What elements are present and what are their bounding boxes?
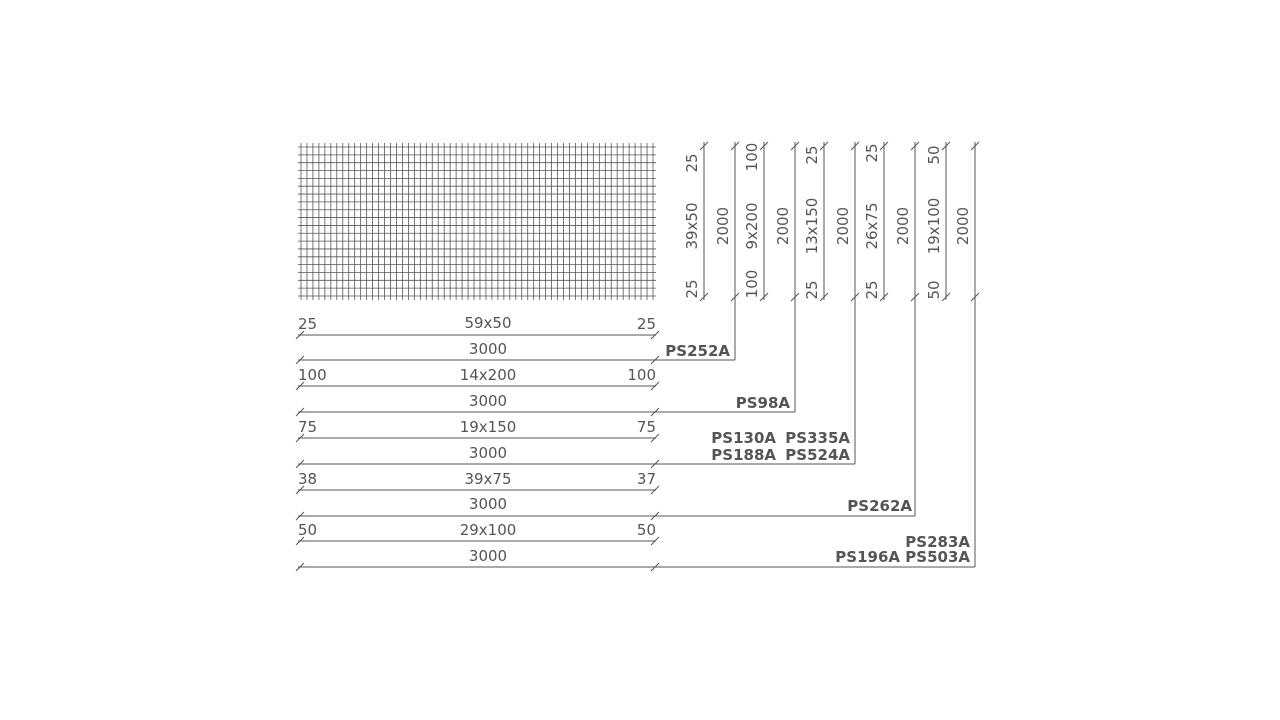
dim-top-end: 50 [925, 145, 943, 165]
dim-top-end: 25 [683, 153, 701, 173]
product-code: PS283A [905, 533, 970, 551]
dim-spacing: 26x75 [863, 202, 881, 250]
dim-total: 3000 [468, 392, 508, 410]
dim-total: 3000 [468, 444, 508, 462]
dim-right-end: 100 [627, 366, 656, 384]
dim-bottom-end: 25 [803, 280, 821, 300]
dim-total: 2000 [834, 206, 852, 246]
dim-left-end: 38 [298, 470, 318, 488]
dim-total: 2000 [954, 206, 972, 246]
dim-left-end: 100 [298, 366, 327, 384]
dim-total: 2000 [774, 206, 792, 246]
dim-right-end: 75 [636, 418, 656, 436]
dim-total: 2000 [714, 206, 732, 246]
mesh-grid [298, 143, 656, 300]
dim-right-end: 37 [636, 470, 656, 488]
dim-spacing: 19x100 [925, 197, 943, 255]
product-code: PS196A [835, 548, 900, 566]
product-code: PS188A [711, 446, 776, 464]
product-code: PS98A [735, 394, 790, 412]
dim-right-end: 50 [636, 521, 656, 539]
dim-bottom-end: 25 [863, 280, 881, 300]
dim-total: 3000 [468, 547, 508, 565]
dim-left-end: 75 [298, 418, 318, 436]
dim-total: 3000 [468, 495, 508, 513]
dim-top-end: 25 [863, 143, 881, 163]
dim-right-end: 25 [636, 315, 656, 333]
dim-spacing: 39x75 [464, 470, 512, 488]
product-code: PS503A [905, 548, 970, 566]
dim-spacing: 19x150 [459, 418, 517, 436]
product-code: PS262A [847, 497, 912, 515]
dim-left-end: 50 [298, 521, 318, 539]
dim-spacing: 39x50 [683, 202, 701, 250]
dim-top-end: 25 [803, 145, 821, 165]
product-code: PS130A [711, 429, 776, 447]
dim-spacing: 29x100 [459, 521, 517, 539]
product-codes [665, 342, 970, 566]
dim-spacing: 9x200 [743, 202, 761, 250]
dim-total: 3000 [468, 340, 508, 358]
dim-top-end: 100 [743, 142, 761, 172]
dim-total: 2000 [894, 206, 912, 246]
horizontal-dimensions [298, 314, 656, 567]
dim-spacing: 14x200 [459, 366, 517, 384]
product-code: PS335A [785, 429, 850, 447]
product-code: PS524A [785, 446, 850, 464]
dim-bottom-end: 50 [925, 280, 943, 300]
dim-bottom-end: 100 [743, 269, 761, 299]
dim-spacing: 59x50 [464, 314, 512, 332]
dim-bottom-end: 25 [683, 279, 701, 299]
dim-spacing: 13x150 [803, 197, 821, 255]
product-code: PS252A [665, 342, 730, 360]
dim-left-end: 25 [298, 315, 318, 333]
